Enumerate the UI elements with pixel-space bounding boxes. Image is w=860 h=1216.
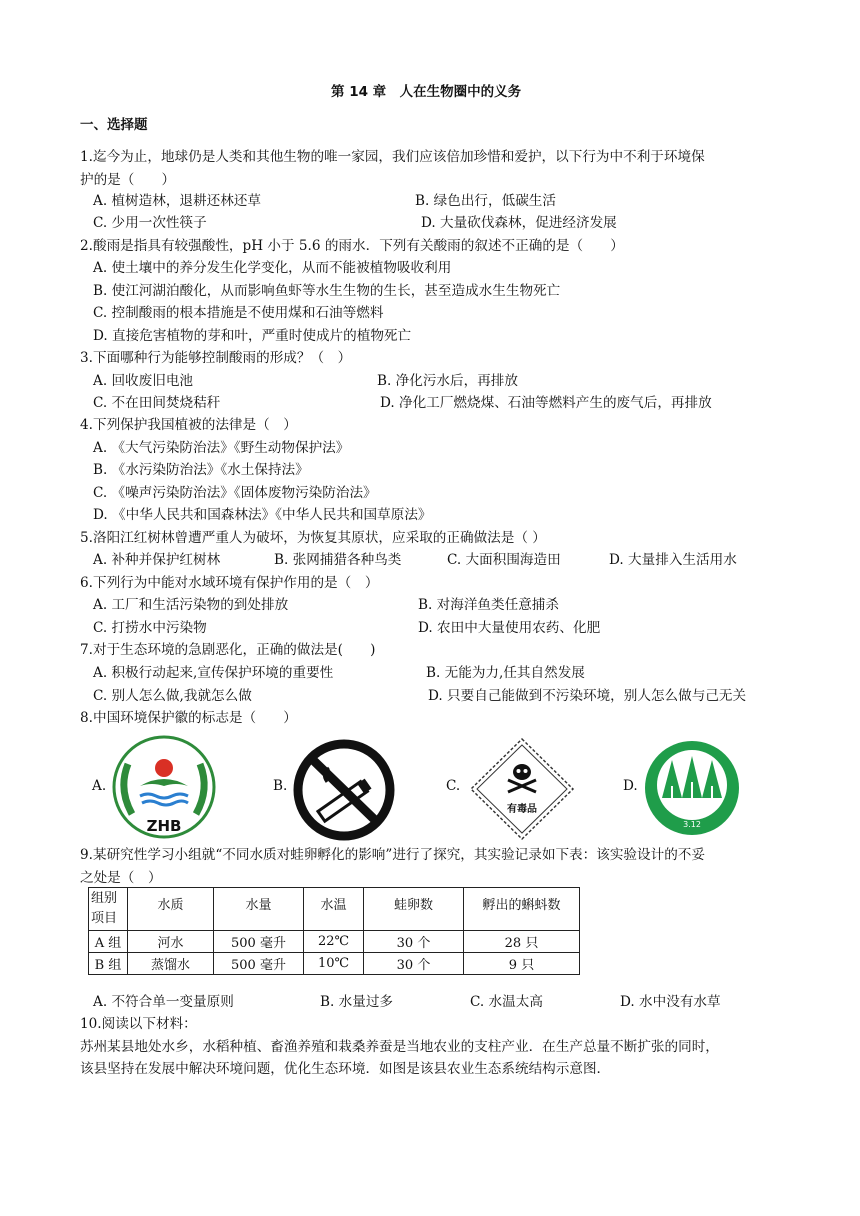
q3-option-b[interactable]: B. 净化污水后，再排放: [377, 373, 518, 389]
q8-option-d-label[interactable]: D.: [623, 778, 638, 794]
q10-paragraph-line1: 苏州某县地处水乡，水稻种植、畜渔养殖和栽桑养蚕是当地农业的支柱产业．在生产总量不断扩张的同时，: [80, 1039, 719, 1055]
table-header-cell: 蛙卵数: [364, 888, 464, 931]
table-row: [89, 953, 580, 975]
q2-stem: 2.酸雨是指具有较强酸性，pH 小于 5.6 的雨水．下列有关酸雨的叙述不正确的是（ ）: [80, 238, 624, 254]
table-cell: B 组: [89, 953, 128, 975]
q8-option-c-label[interactable]: C.: [446, 778, 461, 794]
q1-option-d[interactable]: D. 大量砍伐森林，促进经济发展: [421, 215, 617, 231]
q10-stem: 10.阅读以下材料：: [80, 1016, 197, 1032]
q7-stem: 7.对于生态环境的急剧恶化，正确的做法是( ): [80, 642, 376, 658]
q9-stem-line1: 9.某研究性学习小组就“不同水质对蛙卵孵化的影响”进行了探究，其实验记录如下表：该实验设计的不妥: [80, 847, 705, 863]
q2-option-b[interactable]: B. 使江河湖泊酸化，从而影响鱼虾等水生生物的生长，甚至造成水生生物死亡: [93, 283, 561, 299]
q2-option-d[interactable]: D. 直接危害植物的芽和叶，严重时使成片的植物死亡: [93, 328, 412, 344]
environmental-protection-emblem-icon[interactable]: [110, 734, 218, 840]
q3-option-a[interactable]: A. 回收废旧电池: [93, 373, 194, 389]
table-cell: 9 只: [464, 953, 580, 975]
corner-top: 组别: [91, 891, 118, 906]
table-corner-cell: [89, 888, 128, 931]
q7-option-d[interactable]: D. 只要自己能做到不污染环境，别人怎么做与己无关: [428, 688, 747, 704]
q6-option-d[interactable]: D. 农田中大量使用农药、化肥: [418, 620, 601, 636]
q7-option-b[interactable]: B. 无能为力,任其自然发展: [426, 665, 585, 681]
q8-option-a-label[interactable]: A.: [92, 778, 107, 794]
q1-stem-line2: 护的是（ ）: [80, 172, 176, 188]
q8-option-b-label[interactable]: B.: [273, 778, 288, 794]
q4-option-a[interactable]: A. 《大气污染防治法》《野生动物保护法》: [93, 440, 350, 456]
q1-option-b[interactable]: B. 绿色出行，低碳生活: [415, 193, 556, 209]
table-cell: 28 只: [464, 931, 580, 953]
q7-option-a[interactable]: A. 积极行动起来,宣传保护环境的重要性: [93, 665, 334, 681]
q9-option-c[interactable]: C. 水温太高: [470, 994, 543, 1010]
q5-option-c[interactable]: C. 大面积围海造田: [447, 552, 561, 568]
q6-stem: 6.下列行为中能对水域环境有保护作用的是（ ）: [80, 575, 379, 591]
no-smoking-icon[interactable]: [291, 738, 397, 842]
table-cell: 30 个: [364, 953, 464, 975]
q1-stem-line1: 1.迄今为止，地球仍是人类和其他生物的唯一家园，我们应该倍加珍惜和爱护，以下行为中不利于环境保: [80, 149, 705, 165]
table-row: [89, 931, 580, 953]
q5-option-d[interactable]: D. 大量排入生活用水: [609, 552, 737, 568]
q3-option-c[interactable]: C. 不在田间焚烧秸秆: [93, 395, 221, 411]
table-header-cell: 水质: [128, 888, 214, 931]
q2-option-c[interactable]: C. 控制酸雨的根本措施是不使用煤和石油等燃料: [93, 305, 384, 321]
q1-option-a[interactable]: A. 植树造林，退耕还林还草: [93, 193, 261, 209]
experiment-table: [88, 887, 580, 975]
table-cell: 河水: [128, 931, 214, 953]
q5-stem: 5.洛阳江红树林曾遭严重人为破坏，为恢复其原状，应采取的正确做法是（ ）: [80, 530, 546, 546]
q10-paragraph-line2: 该县坚持在发展中解决环境问题，优化生态环境．如图是该县农业生态系统结构示意图．: [80, 1061, 611, 1077]
q6-option-a[interactable]: A. 工厂和生活污染物的到处排放: [93, 597, 289, 613]
q4-option-c[interactable]: C. 《噪声污染防治法》《固体废物污染防治法》: [93, 485, 377, 501]
q4-option-b[interactable]: B. 《水污染防治法》《水土保持法》: [93, 462, 309, 478]
table-header-cell: 水量: [214, 888, 304, 931]
q8-stem: 8.中国环境保护徽的标志是（ ）: [80, 710, 297, 726]
q5-option-b[interactable]: B. 张网捕猎各种鸟类: [274, 552, 402, 568]
corner-bottom: 项目: [91, 911, 118, 926]
table-header-row: [89, 888, 580, 931]
logo-d-text2: 3.12: [683, 820, 701, 829]
table-header-cell: 孵出的蝌蚪数: [464, 888, 580, 931]
q9-option-d[interactable]: D. 水中没有水草: [620, 994, 721, 1010]
q5-option-a[interactable]: A. 补种并保护红树林: [93, 552, 221, 568]
q4-option-d[interactable]: D. 《中华人民共和国森林法》《中华人民共和国草原法》: [93, 507, 432, 523]
section-heading: 一、选择题: [80, 117, 148, 133]
q3-stem: 3.下面哪种行为能够控制酸雨的形成？（ ）: [80, 350, 352, 366]
q3-option-d[interactable]: D. 净化工厂燃烧煤、石油等燃料产生的废气后，再排放: [380, 395, 712, 411]
arbor-day-emblem-icon[interactable]: [642, 738, 742, 838]
q6-option-b[interactable]: B. 对海洋鱼类任意捕杀: [418, 597, 559, 613]
q1-option-c[interactable]: C. 少用一次性筷子: [93, 215, 207, 231]
table-cell: A 组: [89, 931, 128, 953]
logo-d-text1: 中国植树节: [675, 809, 709, 817]
table-cell: 22℃: [304, 931, 364, 953]
q9-option-a[interactable]: A. 不符合单一变量原则: [93, 994, 234, 1010]
q9-option-b[interactable]: B. 水量过多: [320, 994, 394, 1010]
logo-a-text: ZHB: [146, 817, 182, 835]
table-header-cell: 水温: [304, 888, 364, 931]
page-title: 第 14 章 人在生物圈中的义务: [331, 84, 522, 100]
q2-option-a[interactable]: A. 使土壤中的养分发生化学变化，从而不能被植物吸收利用: [93, 260, 452, 276]
table-cell: 蒸馏水: [128, 953, 214, 975]
logo-c-text: 有毒品: [507, 804, 537, 815]
q4-stem: 4.下列保护我国植被的法律是（ ）: [80, 417, 297, 433]
table-cell: 500 毫升: [214, 931, 304, 953]
toxic-substance-icon[interactable]: [468, 736, 576, 842]
q7-option-c[interactable]: C. 别人怎么做,我就怎么做: [93, 688, 252, 704]
q9-stem-line2: 之处是（ ）: [80, 870, 162, 886]
table-cell: 10℃: [304, 953, 364, 975]
table-cell: 30 个: [364, 931, 464, 953]
table-cell: 500 毫升: [214, 953, 304, 975]
q6-option-c[interactable]: C. 打捞水中污染物: [93, 620, 207, 636]
